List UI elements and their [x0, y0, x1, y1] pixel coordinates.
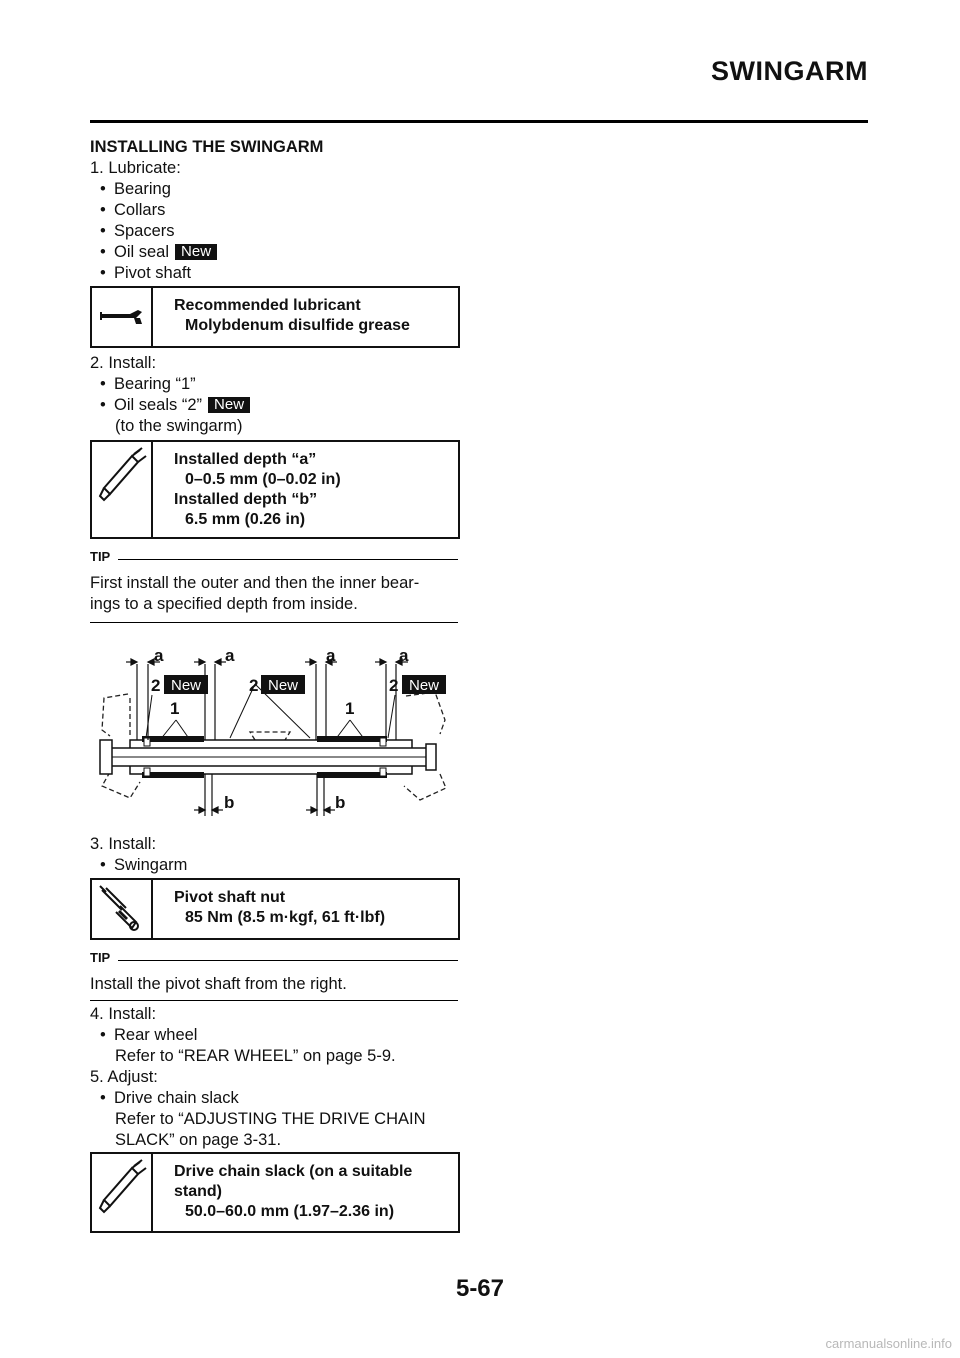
list-item: • Drive chain slack — [100, 1089, 239, 1107]
list-item: • Collars — [100, 201, 166, 219]
torque-spec-box — [90, 878, 460, 940]
step2-block — [90, 353, 458, 437]
chain-slack-title: Drive chain slack (on a suitable — [174, 1163, 413, 1180]
step1-label: 1. Lubricate: — [90, 159, 181, 177]
caliper-icon — [92, 1154, 153, 1231]
list-item: • Pivot shaft — [100, 264, 192, 282]
page-header-title: SWINGARM — [711, 56, 868, 86]
new-badge: New — [208, 397, 250, 413]
tip2-text: Install the pivot shaft from the right. — [90, 975, 347, 993]
diagram-new-badge: New — [171, 677, 202, 694]
diagram-label-a: a — [154, 646, 164, 665]
lubricant-title: Recommended lubricant — [174, 297, 361, 314]
diagram-label-2: 2 — [151, 676, 161, 695]
torque-wrench-icon — [92, 880, 153, 938]
new-badge: New — [175, 244, 217, 260]
grease-gun-icon — [92, 288, 153, 346]
list-item: • Oil seals “2” New — [90, 395, 458, 416]
chain-slack-spec-box — [90, 1152, 460, 1233]
tip-end-rule — [90, 622, 458, 623]
lubricant-value: Molybdenum disulfide grease — [185, 317, 410, 334]
step2-label: 2. Install: — [90, 354, 157, 372]
tip-rule — [118, 960, 458, 961]
diagram-label-a: a — [326, 646, 336, 665]
step3-block — [90, 834, 458, 876]
watermark: carmanualsonline.info — [825, 1336, 952, 1351]
swingarm-diagram — [90, 640, 460, 820]
list-item: • Rear wheel — [100, 1026, 198, 1044]
chain-slack-title-cont: stand) — [174, 1183, 222, 1200]
diagram-label-a: a — [399, 646, 409, 665]
diagram-label-1: 1 — [345, 699, 355, 718]
caliper-icon — [92, 442, 153, 537]
depth-b-title: Installed depth “b” — [174, 491, 318, 508]
chain-slack-value: 50.0–60.0 mm (1.97–2.36 in) — [185, 1203, 395, 1220]
diagram-new-badge: New — [268, 677, 299, 694]
diagram-label-b: b — [335, 793, 346, 812]
lubricant-spec-box — [90, 286, 460, 348]
step4-5-block — [90, 1004, 458, 1151]
list-item: • Bearing “1” — [100, 375, 196, 393]
list-item: • Spacers — [100, 222, 175, 240]
tip-label: TIP — [90, 950, 111, 965]
step4-label: 4. Install: — [90, 1005, 157, 1023]
diagram-label-b: b — [224, 793, 235, 812]
step3-label: 3. Install: — [90, 835, 157, 853]
tip-header — [90, 549, 458, 565]
step5-label: 5. Adjust: — [90, 1068, 158, 1086]
depth-a-title: Installed depth “a” — [174, 451, 317, 468]
tip-header — [90, 950, 458, 966]
header-rule — [90, 120, 868, 123]
tip1-text: First install the outer and then the inner bear- ings to a specified depth from inside. — [90, 574, 420, 613]
depth-b-value: 6.5 mm (0.26 in) — [185, 511, 306, 528]
tip-end-rule — [90, 1000, 458, 1001]
step4-reference: Refer to “REAR WHEEL” on page 5-9. — [115, 1047, 396, 1065]
diagram-new-badge: New — [409, 677, 440, 694]
diagram-label-1: 1 — [170, 699, 180, 718]
step2-note: (to the swingarm) — [115, 417, 243, 435]
step5-reference-cont: SLACK” on page 3-31. — [115, 1131, 282, 1149]
depth-a-value: 0–0.5 mm (0–0.02 in) — [185, 471, 341, 488]
diagram-label-2: 2 — [389, 676, 399, 695]
torque-title: Pivot shaft nut — [174, 889, 286, 906]
torque-value: 85 Nm (8.5 m·kgf, 61 ft·lbf) — [185, 909, 386, 926]
diagram-label-a: a — [225, 646, 235, 665]
diagram-label-2: 2 — [249, 676, 259, 695]
tip-rule — [118, 559, 458, 560]
list-item: • Oil seal New — [90, 242, 458, 263]
depth-spec-box — [90, 440, 460, 539]
page-number: 5-67 — [455, 1275, 505, 1302]
list-item: • Bearing — [100, 180, 171, 198]
tip-label: TIP — [90, 549, 111, 564]
list-item: • Swingarm — [100, 856, 188, 874]
step5-reference: Refer to “ADJUSTING THE DRIVE CHAIN — [115, 1110, 426, 1128]
step1-block — [90, 137, 458, 284]
section-title: INSTALLING THE SWINGARM — [90, 138, 324, 156]
